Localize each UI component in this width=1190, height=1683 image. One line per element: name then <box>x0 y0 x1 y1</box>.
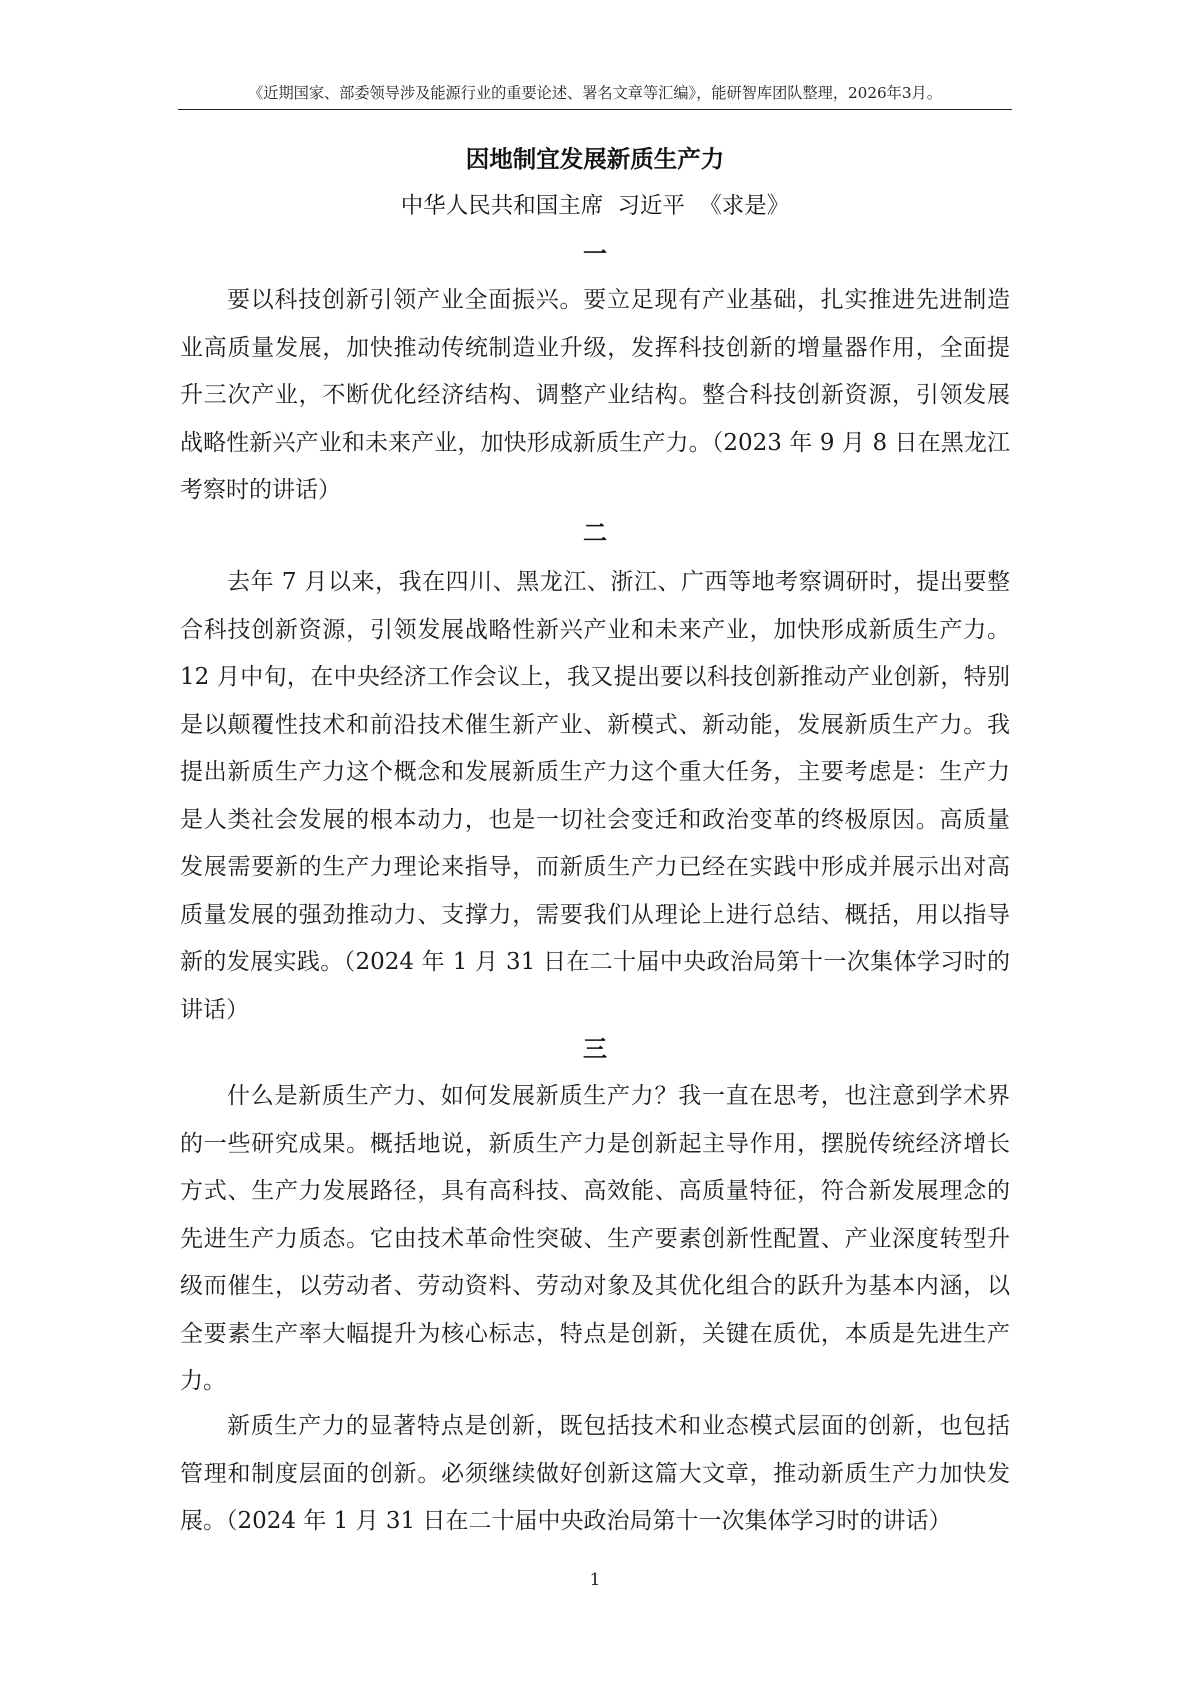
paragraph-line: 要以科技创新引领产业全面振兴。要立足现有产业基础，扎实推进先进制造 <box>227 287 1010 313</box>
paragraph-line: 的一些研究成果。概括地说，新质生产力是创新起主导作用，摆脱传统经济增长 <box>180 1130 1010 1157</box>
running-header: 《近期国家、部委领导涉及能源行业的重要论述、署名文章等汇编》，能研智库团队整理，2026年3月。 <box>248 84 942 102</box>
paragraph-line: 先进生产力质态。它由技术革命性突破、生产要素创新性配置、产业深度转型升 <box>180 1225 1010 1252</box>
paragraph-line: 讲话） <box>180 996 249 1023</box>
paragraph-line: 是以颠覆性技术和前沿技术催生新产业、新模式、新动能，发展新质生产力。我 <box>180 711 1010 738</box>
paragraph-line: 什么是新质生产力、如何发展新质生产力？我一直在思考，也注意到学术界 <box>227 1083 1010 1109</box>
page-number: 1 <box>589 1570 601 1590</box>
section-2-paragraph-1 <box>180 559 1010 1034</box>
section-1-paragraph-1 <box>180 277 1010 515</box>
paragraph-line: 考察时的讲话） <box>180 477 341 503</box>
paragraph-line: 业高质量发展，加快推动传统制造业升级，发挥科技创新的增量器作用，全面提 <box>180 334 1010 361</box>
paragraph-line: 合科技创新资源，引领发展战略性新兴产业和未来产业，加快形成新质生产力。 <box>180 616 1010 643</box>
article-title: 因地制宜发展新质生产力 <box>465 145 725 173</box>
section-heading: 一 <box>583 239 607 268</box>
paragraph-line: 升三次产业，不断优化经济结构、调整产业结构。整合科技创新资源，引领发展 <box>180 382 1010 408</box>
paragraph-line: 去年 7 月以来，我在四川、黑龙江、浙江、广西等地考察调研时，提出要整 <box>227 569 1010 595</box>
paragraph-line: 展。（2024 年 1 月 31 日在二十届中央政治局第十一次集体学习时的讲话） <box>180 1508 952 1534</box>
section-heading: 二 <box>583 518 607 547</box>
paragraph-line: 是人类社会发展的根本动力，也是一切社会变迁和政治变革的终极原因。高质量 <box>180 806 1010 833</box>
paragraph-line: 力。 <box>180 1368 226 1394</box>
section-heading: 三 <box>583 1034 607 1063</box>
section-3-paragraph-1 <box>180 1073 1010 1406</box>
paragraph-line: 管理和制度层面的创新。必须继续做好创新这篇大文章，推动新质生产力加快发 <box>180 1460 1010 1487</box>
paragraph-line: 方式、生产力发展路径，具有高科技、高效能、高质量特征，符合新发展理念的 <box>180 1178 1010 1204</box>
header-divider <box>178 109 1012 110</box>
paragraph-line: 质量发展的强劲推动力、支撑力，需要我们从理论上进行总结、概括，用以指导 <box>180 901 1010 928</box>
section-3-paragraph-2 <box>180 1403 1010 1546</box>
paragraph-line: 级而催生，以劳动者、劳动资料、劳动对象及其优化组合的跃升为基本内涵，以 <box>180 1273 1010 1299</box>
paragraph-line: 全要素生产率大幅提升为核心标志，特点是创新，关键在质优，本质是先进生产 <box>180 1320 1010 1347</box>
paragraph-line: 新的发展实践。（2024 年 1 月 31 日在二十届中央政治局第十一次集体学习时的 <box>180 949 1010 975</box>
article-byline: 中华人民共和国主席 习近平 《求是》 <box>400 193 790 219</box>
paragraph-line: 发展需要新的生产力理论来指导，而新质生产力已经在实践中形成并展示出对高 <box>180 854 1010 880</box>
paragraph-line: 提出新质生产力这个概念和发展新质生产力这个重大任务，主要考虑是：生产力 <box>180 759 1010 785</box>
paragraph-line: 12 月中旬，在中央经济工作会议上，我又提出要以科技创新推动产业创新，特别 <box>180 664 1010 690</box>
paragraph-line: 新质生产力的显著特点是创新，既包括技术和业态模式层面的创新，也包括 <box>227 1413 1010 1439</box>
paragraph-line: 战略性新兴产业和未来产业，加快形成新质生产力。（2023 年 9 月 8 日在黑龙江 <box>180 429 1010 456</box>
